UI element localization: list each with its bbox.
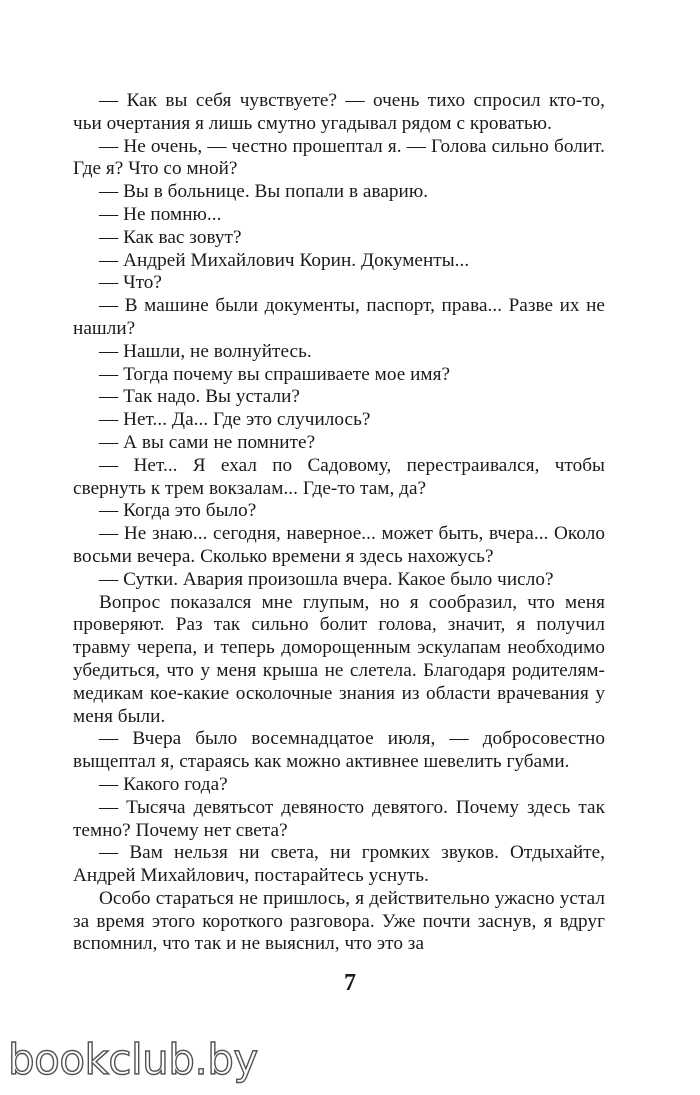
paragraph: — Тысяча девятьсот девяносто девятого. Почему здесь так темно? Почему нет света?	[73, 796, 605, 841]
paragraph: — Так надо. Вы устали?	[99, 386, 300, 408]
paragraph: — Нет... Я ехал по Садовому, перестраивался, чтобы свернуть к трем вокзалам... Где-то там, да?	[73, 454, 605, 499]
watermark: bookclub.by	[8, 1035, 258, 1084]
paragraph: — Вчера было восемнадцатое июля, — добросовестно выщептал я, стараясь как можно активнее шевелить губами.	[73, 728, 605, 773]
paragraph: — Вы в больнице. Вы попали в аварию.	[99, 181, 429, 203]
page-body	[73, 90, 605, 956]
paragraph: — Когда это было?	[99, 500, 257, 522]
paragraph: — Как вас зовут?	[99, 226, 242, 248]
paragraph: — В машине были документы, паспорт, права... Разве их не нашли?	[73, 295, 605, 339]
paragraph: — Нашли, не волнуйтесь.	[99, 340, 312, 362]
paragraph: — Какого года?	[99, 773, 228, 795]
paragraph: — Что?	[99, 272, 162, 294]
paragraph: — А вы сами не помните?	[99, 431, 316, 453]
paragraph: — Вам нельзя ни света, ни громких звуков. Отдыхайте, Андрей Михайлович, постарайтесь уснуть.	[73, 842, 605, 887]
paragraph: — Не очень, — честно прошептал я. — Голова сильно болит. Где я? Что со мной?	[73, 135, 605, 180]
paragraph: — Тогда почему вы спрашиваете мое имя?	[99, 363, 451, 385]
paragraph: — Не знаю... сегодня, наверное... может быть, вчера... Около восьми вечера. Сколько времени я здесь нахожусь?	[73, 523, 605, 567]
paragraph: — Сутки. Авария произошла вчера. Какое было число?	[99, 568, 554, 590]
paragraph: — Как вы себя чувствуете? — очень тихо спросил кто-то, чьи очертания я лишь смутно угадывал рядом с кроватью.	[73, 90, 605, 134]
paragraph: Вопрос показался мне глупым, но я сообразил, что меня проверяют. Раз так сильно болит голова, значит, я получил травму черепа, и теперь доморощенным эскулапам необходимо убедиться, что у меня крыша не слетела. Благодаря родителям-медикам кое-какие осколочные знания из области врачевания у меня были.	[73, 591, 605, 727]
paragraph: — Не помню...	[99, 203, 222, 225]
paragraph: — Андрей Михайлович Корин. Документы...	[99, 249, 470, 271]
page-number: 7	[344, 970, 356, 996]
paragraph: Особо стараться не пришлось, я действительно ужасно устал за время этого короткого разговора. Уже почти заснув, я вдруг вспомнил, что так и не выяснил, что это за	[73, 887, 605, 955]
paragraph: — Нет... Да... Где это случилось?	[99, 409, 371, 431]
